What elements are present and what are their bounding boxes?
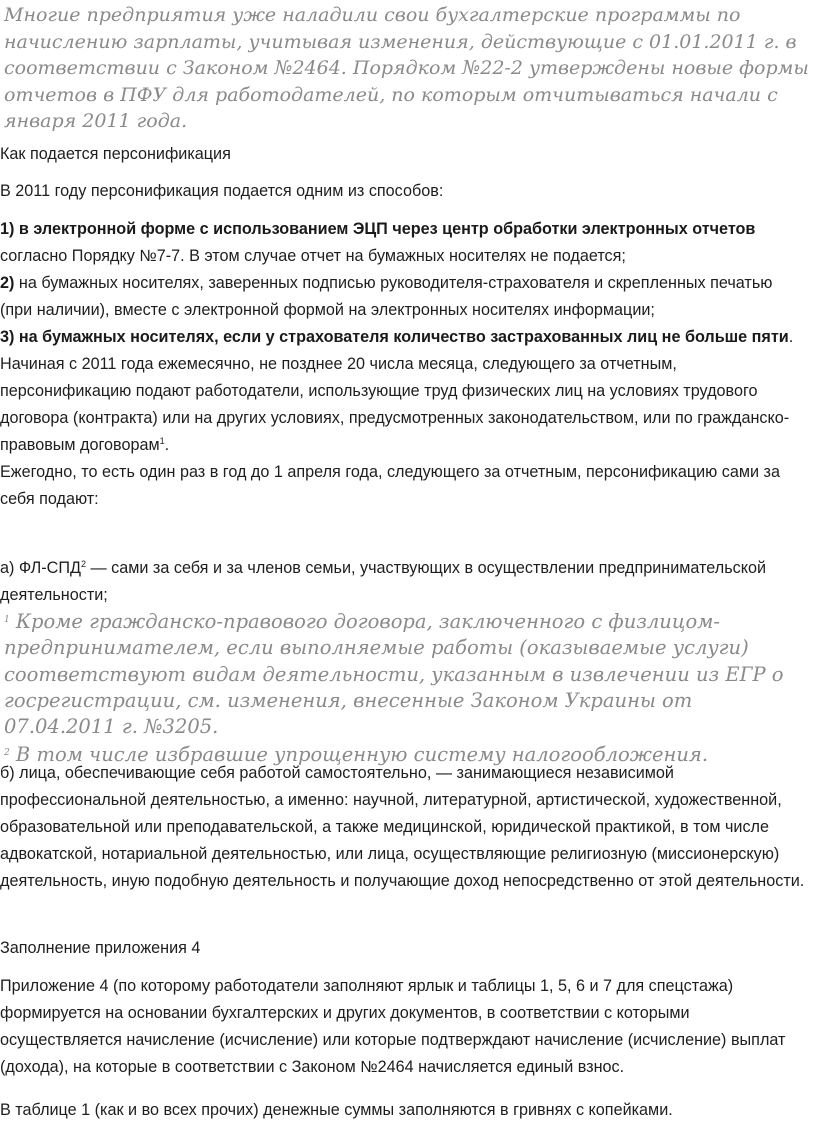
footnotes — [0, 607, 806, 769]
monthly-text: Начиная с 2011 года ежемесячно, не позднее 20 числа месяца, следующего за отчетным, персонификацию подают работодатели, использующие труд физических лиц на условиях трудового договора (контракта) или на других условиях, предусмотренных законодательством, или по гражданско-правовым договорам — [0, 355, 790, 454]
item-a-block — [0, 555, 816, 609]
method-3-bold: 3) на бумажных носителях, если у страхователя количество застрахованных лиц не больше пяти — [0, 328, 789, 346]
footnote-1-mark: 1 — [4, 615, 10, 625]
item-a — [0, 555, 806, 609]
monthly-paragraph — [0, 351, 806, 459]
method-2 — [0, 270, 806, 324]
footnote-1-text: Кроме гражданско-правового договора, заключенного с физлицом-предпринимателем, если выполняемые работы (оказываемые услуги) соответствуют видам деятельности, указанным в извлечении из ЕГР о госрегистрации, см. изменения, внесенные Законом Украины от 07.04.2011 г. №3205. — [4, 610, 784, 739]
item-b: б) лица, обеспечивающие себя работой самостоятельно, — занимающиеся независимой профессиональной деятельностью, а именно: научной, литературной, артистической, художественной, образовательной или преподавательской, а также медицинской, юридической практикой, в том числе адвокатской, нотариальной деятельностью, или лица, осуществляющие религиозную (миссионерскую) деятельность, иную подобную деятельность и получающие доход непосредственно от этой деятельности. — [0, 764, 805, 890]
method-1-text: согласно Порядку №7-7. В этом случае отчет на бумажных носителях не подается; — [0, 247, 626, 265]
section-heading-appendix-4: Заполнение приложения 4 — [0, 939, 201, 957]
method-3 — [0, 324, 806, 351]
appendix-4-paragraph: Приложение 4 (по которому работодатели заполняют ярлык и таблицы 1, 5, 6 и 7 для спецстажа) формируется на основании бухгалтерских и других документов, в соответствии с которыми осуществляется начисление (исчисление) или которые подтверждают начисление (исчисление) выплат (дохода), на которые в соответствии с Законом №2464 начисляется единый взнос. — [0, 977, 786, 1076]
yearly-paragraph: Ежегодно, то есть один раз в год до 1 апреля года, следующего за отчетным, персонификацию сами за себя подают: — [0, 463, 780, 508]
footnote-1 — [0, 607, 806, 740]
section-heading-personification: Как подается персонификация — [0, 145, 231, 163]
item-a-text: — сами за себя и за членов семьи, участвующих в осуществлении предпринимательской деятельности; — [0, 559, 767, 604]
method-3-text: . — [788, 328, 794, 346]
method-1 — [0, 216, 806, 270]
methods-list — [0, 216, 816, 513]
method-2-bold: 2) — [0, 274, 15, 292]
footnote-ref-2: 2 — [80, 559, 86, 569]
method-1-bold: 1) в электронной форме с использованием ЭЦП через центр обработки электронных отчетов — [0, 220, 756, 238]
monthly-end: . — [164, 436, 170, 454]
footnote-2-text: В том числе избравшие упрощенную систему налогообложения. — [9, 743, 709, 767]
methods-lead-paragraph: В 2011 году персонификация подается одним из способов: — [0, 182, 444, 200]
item-a-pre: а) ФЛ-СПД — [0, 559, 81, 577]
item-b-block — [0, 760, 816, 895]
method-2-text: на бумажных носителях, заверенных подписью руководителя-страхователя и скрепленных печатью (при наличии), вместе с электронной формой на электронных носителях информации; — [0, 274, 773, 319]
table-1-paragraph: В таблице 1 (как и во всех прочих) денежные суммы заполняются в гривнях с копейками. — [0, 1101, 673, 1119]
intro-paragraph: Многие предприятия уже наладили свои бухгалтерские программы по начислению зарплаты, учитывая изменения, действующие с 01.01.2011 г. в соответствии с Законом №2464. Порядком №22-2 утверждены новые формы отчетов в ПФУ для работодателей, по которым отчитываться начали с января 2011 года. — [4, 4, 809, 132]
footnote-ref-1: 1 — [159, 436, 165, 446]
footnote-2-mark: 2 — [4, 748, 10, 759]
